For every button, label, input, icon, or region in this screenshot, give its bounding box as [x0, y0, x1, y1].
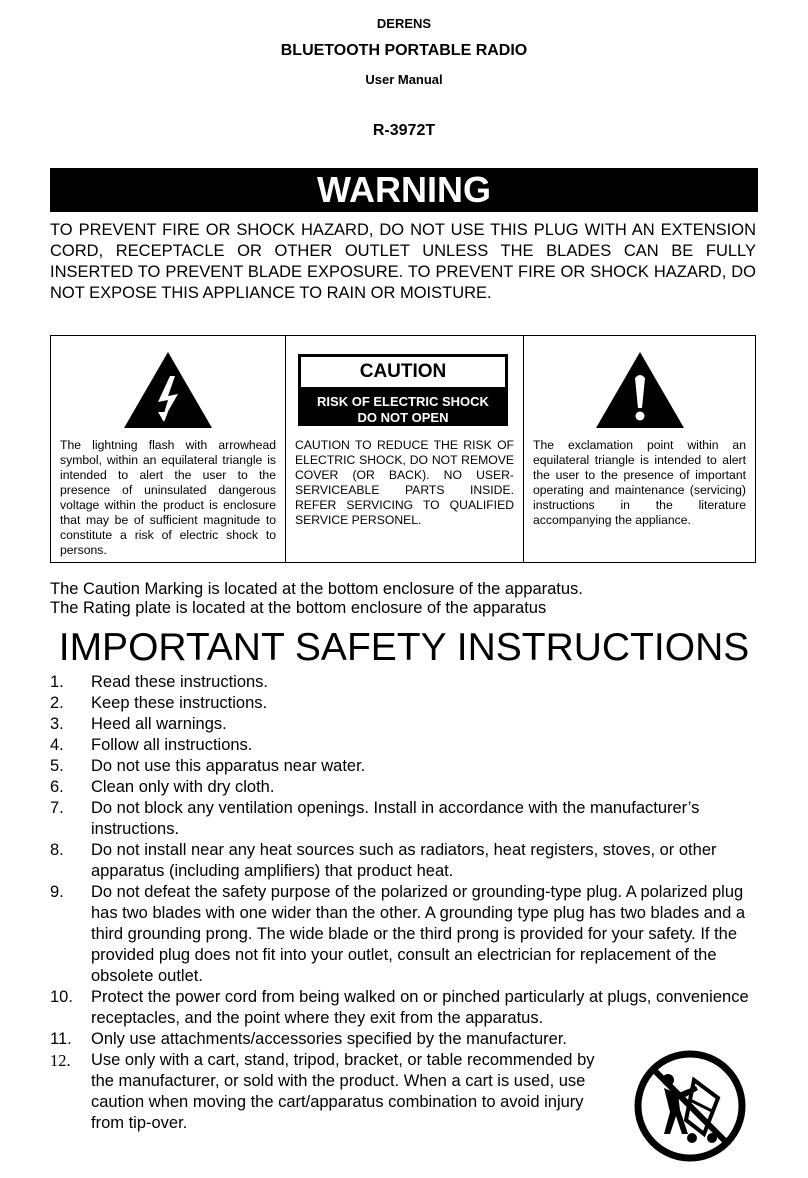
- caution-sign-title: CAUTION: [301, 357, 505, 389]
- brand-name: DERENS: [376, 16, 432, 31]
- lightning-symbol-cell: [51, 336, 286, 562]
- exclamation-symbol-text: The exclamation point within an equilateral triangle is intended to alert the user to the presence of important operating and maintenance (servicing) instructions in the literature accompanying the appliance.: [533, 438, 746, 527]
- list-item: 12. Use only with a cart, stand, tripod, bracket, or table recommended by the manufacturer, or sold with the product. When a cart is used, use caution when moving the cart/apparatus combination to avoid injury from tip-over.: [50, 1051, 595, 1132]
- cart-tip-over-warning-icon: [634, 1050, 746, 1162]
- warning-text: TO PREVENT FIRE OR SHOCK HAZARD, DO NOT USE THIS PLUG WITH AN EXTENSION CORD, RECEPTACLE OR OTHER OUTLET UNLESS THE BLADES CAN BE FULLY INSERTED TO PREVENT BLADE EXPOSURE. TO PREVENT FIRE OR SHOCK HAZARD, DO NOT EXPOSE THIS APPLIANCE TO RAIN OR MOISTURE.: [50, 221, 756, 302]
- exclamation-symbol-cell: [524, 336, 755, 562]
- caution-sign-line-2: DO NOT OPEN: [357, 410, 449, 425]
- list-item: 5. Do not use this apparatus near water.: [50, 757, 366, 775]
- safety-instructions-title: IMPORTANT SAFETY INSTRUCTIONS: [58, 626, 750, 669]
- caution-marking-location: The Caution Marking is located at the bottom enclosure of the apparatus.: [50, 580, 583, 598]
- document-type: User Manual: [365, 72, 443, 87]
- list-item: 8. Do not install near any heat sources such as radiators, heat registers, stoves, or other apparatus (including amplifiers) that product heat.: [50, 841, 717, 880]
- rating-plate-location: The Rating plate is located at the bottom enclosure of the apparatus: [50, 599, 547, 617]
- product-title: BLUETOOTH PORTABLE RADIO: [280, 42, 528, 59]
- caution-sign-text: CAUTION TO REDUCE THE RISK OF ELECTRIC SHOCK, DO NOT REMOVE COVER (OR BACK). NO USER-SERVICEABLE PARTS INSIDE. REFER SERVICING TO QUALIFIED SERVICE PERSONEL.: [295, 438, 514, 527]
- caution-symbols-box: [50, 335, 756, 563]
- list-item: 4. Follow all instructions.: [50, 736, 253, 754]
- list-item: 9. Do not defeat the safety purpose of the polarized or grounding-type plug. A polarized plug has two blades with one wider than the other. A grounding type plug has two blades and a third grounding prong. The wide blade or the third prong is provided for your safety. If the provided plug does not fit into your outlet, consult an electrician for replacement of the obsolete outlet.: [50, 883, 746, 985]
- list-item: 6. Clean only with dry cloth.: [50, 778, 275, 796]
- lightning-triangle-icon: [122, 350, 214, 430]
- lightning-symbol-text: The lightning flash with arrowhead symbol, within an equilateral triangle is intended to alert the user to the presence of uninsulated dangerous voltage within the product is enclosure that may be of sufficient magnitude to constitute a risk of electric shock to persons.: [60, 438, 276, 557]
- caution-sign-line-1: RISK OF ELECTRIC SHOCK: [317, 394, 489, 409]
- warning-banner: WARNING: [50, 168, 758, 212]
- list-item: 2. Keep these instructions.: [50, 694, 268, 712]
- list-item: 1. Read these instructions.: [50, 673, 269, 691]
- caution-sign-cell: [286, 336, 524, 562]
- exclamation-triangle-icon: [594, 350, 686, 430]
- list-item: 11. Only use attachments/accessories specified by the manufacturer.: [50, 1030, 567, 1048]
- model-number: R-3972T: [372, 122, 436, 139]
- caution-sign: [298, 354, 508, 426]
- list-item: 7. Do not block any ventilation openings. Install in accordance with the manufacturer’s instructions.: [50, 799, 700, 838]
- list-item: 10. Protect the power cord from being walked on or pinched particularly at plugs, convenience receptacles, and the point where they exit from the apparatus.: [50, 988, 749, 1027]
- list-item: 3. Heed all warnings.: [50, 715, 227, 733]
